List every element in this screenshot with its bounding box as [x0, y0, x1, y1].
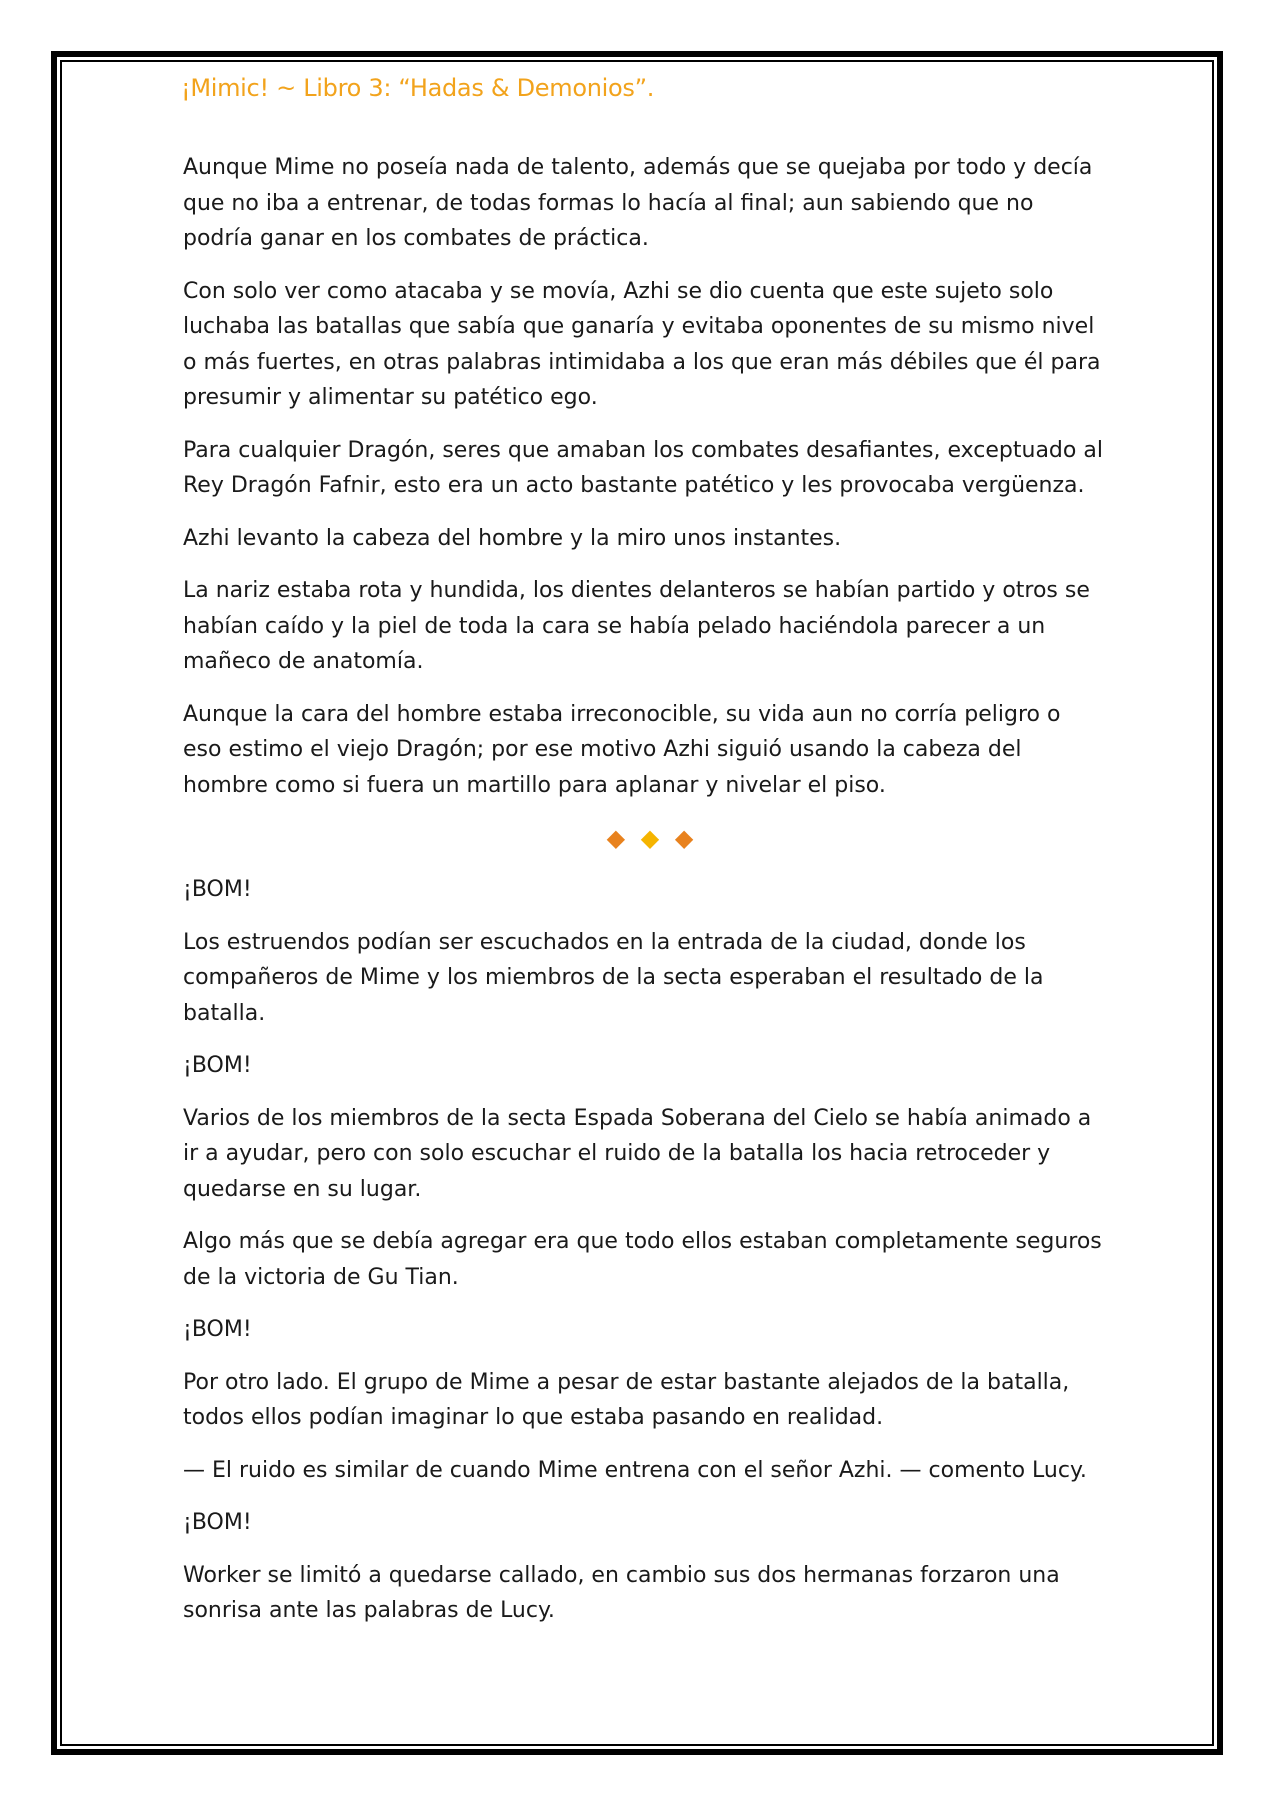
- paragraph: ¡BOM!: [183, 1510, 252, 1535]
- paragraph: Aunque Mime no poseía nada de talento, además que se quejaba por todo y decía que no iba a entrenar, de todas formas lo hacía al final; aun sabiendo que no podría ganar en los combates de práctica.: [183, 155, 1093, 251]
- paragraph: Worker se limitó a quedarse callado, en cambio sus dos hermanas forzaron una sonrisa ante las palabras de Lucy.: [183, 1562, 1060, 1623]
- paragraph: Azhi levanto la cabeza del hombre y la miro unos instantes.: [183, 525, 842, 551]
- paragraph: ¡BOM!: [183, 1317, 252, 1342]
- running-header: ¡Mimic! ~ Libro 3: “Hadas & Demonios”.: [181, 74, 655, 102]
- diamond-icon: ◆: [640, 824, 660, 852]
- paragraph: Los estruendos podían ser escuchados en la entrada de la ciudad, donde los compañeros de Mime y los miembros de la secta esperaban el resultado de la batalla.: [183, 929, 1044, 1026]
- paragraph: Por otro lado. El grupo de Mime a pesar de estar bastante alejados de la batalla, todos ellos podían imaginar lo que estaba pasando en realidad.: [183, 1369, 1070, 1430]
- paragraph: ¡BOM!: [183, 877, 252, 902]
- paragraph: Aunque la cara del hombre estaba irreconocible, su vida aun no corría peligro o eso estimo el viejo Dragón; por ese motivo Azhi siguió usando la cabeza del hombre como si fuera un martillo para aplanar y nivelar el piso.: [183, 701, 1061, 798]
- document-body: [183, 150, 1103, 1646]
- paragraph: Algo más que se debía agregar era que todo ellos estaban completamente seguros de la victoria de Gu Tian.: [183, 1229, 1102, 1290]
- scene-separator: [183, 820, 1103, 856]
- paragraph: ¡BOM!: [183, 1053, 252, 1078]
- diamond-icon: ◆: [674, 824, 694, 852]
- paragraph: Para cualquier Dragón, seres que amaban los combates desafiantes, exceptuado al Rey Dragón Fafnir, esto era un acto bastante patético y les provocaba vergüenza.: [183, 437, 1103, 498]
- paragraph: — El ruido es similar de cuando Mime entrena con el señor Azhi. — comento Lucy.: [183, 1457, 1087, 1483]
- diamond-icon: ◆: [606, 824, 626, 852]
- paragraph: Con solo ver como atacaba y se movía, Azhi se dio cuenta que este sujeto solo luchaba las batallas que sabía que ganaría y evitaba oponentes de su mismo nivel o más fuertes, en otras palabras intimidaba a los que eran más débiles que él para presumir y alimentar su patético ego.: [183, 278, 1101, 410]
- paragraph: Varios de los miembros de la secta Espada Soberana del Cielo se había animado a ir a ayudar, pero con solo escuchar el ruido de la batalla los hacia retroceder y quedarse en su lugar.: [183, 1105, 1092, 1202]
- paragraph: La nariz estaba rota y hundida, los dientes delanteros se habían partido y otros se habían caído y la piel de toda la cara se había pelado haciéndola parecer a un mañeco de anatomía.: [183, 578, 1090, 674]
